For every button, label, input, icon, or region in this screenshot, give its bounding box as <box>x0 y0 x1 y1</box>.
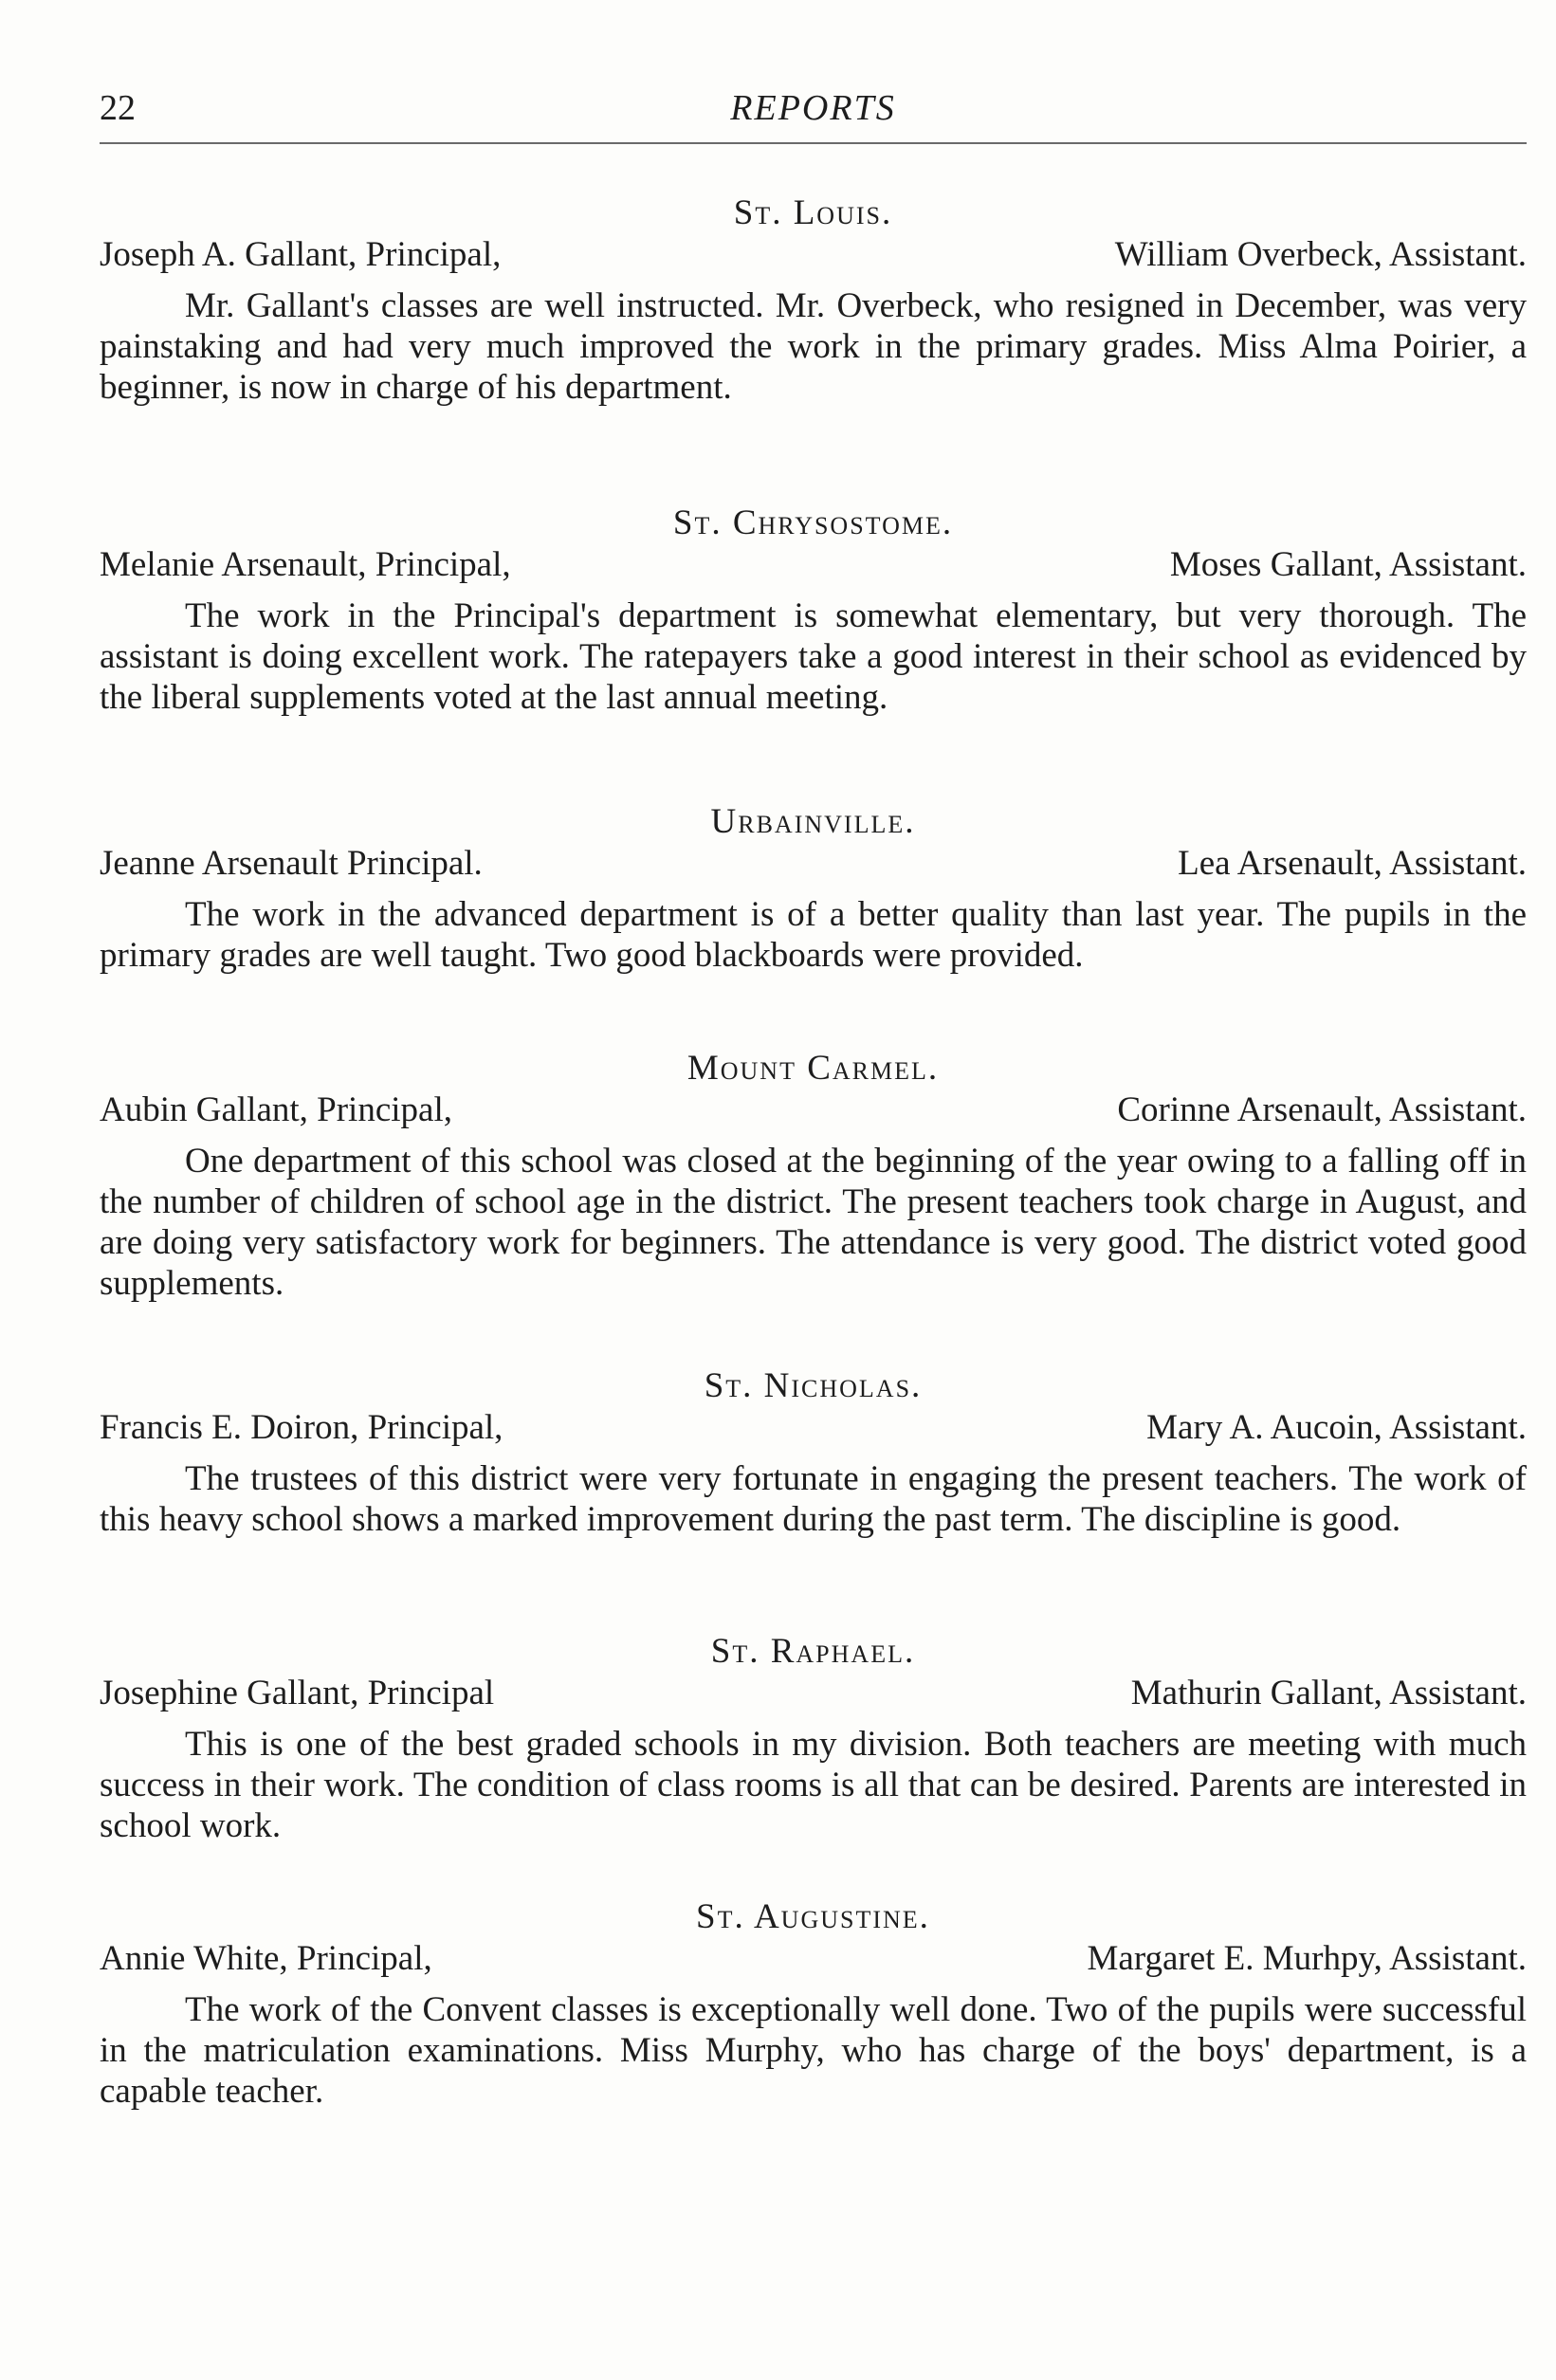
school-name: Mount Carmel. <box>686 1049 940 1088</box>
assistant-name: Mary A. Aucoin, Assistant. <box>1146 1408 1527 1447</box>
school-name: St. Louis. <box>733 193 893 232</box>
assistant-name: Moses Gallant, Assistant. <box>1169 545 1527 584</box>
report-paragraph: The work in the Principal's department is somewhat elementary, but very thorough. The assistant is doing excellent work. The ratepayers take a good interest in their school as evidenced by the liberal supplements voted at the last annual meeting. <box>100 596 1527 717</box>
staff-line <box>100 843 1527 885</box>
school-name: St. Nicholas. <box>704 1366 923 1405</box>
assistant-name: Lea Arsenault, Assistant. <box>1178 844 1527 883</box>
principal-name: Annie White, Principal, <box>100 1939 432 1978</box>
school-name: St. Chrysostome. <box>672 503 954 542</box>
school-section-urbainville <box>100 801 1527 976</box>
assistant-name: Margaret E. Murhpy, Assistant. <box>1087 1939 1527 1978</box>
report-paragraph: Mr. Gallant's classes are well instructed. Mr. Overbeck, who resigned in December, was very painstaking and had very much improved the work in the primary grades. Miss Alma Poirier, a beginner, is now in charge of his department. <box>100 286 1527 407</box>
report-paragraph: The trustees of this district were very fortunate in engaging the present teachers. The work of this heavy school shows a marked improvement during the past term. The discipline is good. <box>100 1459 1527 1539</box>
report-paragraph: The work of the Convent classes is exceptionally well done. Two of the pupils were successful in the matriculation examinations. Miss Murphy, who has charge of the boys' department, is a capable teacher. <box>100 1990 1527 2111</box>
principal-name: Josephine Gallant, Principal <box>100 1674 495 1712</box>
staff-line <box>100 1407 1527 1449</box>
school-section-mount-carmel <box>100 1048 1527 1304</box>
assistant-name: Mathurin Gallant, Assistant. <box>1130 1674 1527 1712</box>
staff-line <box>100 1673 1527 1714</box>
school-section-st-chrysostome <box>100 503 1527 718</box>
school-section-st-louis <box>100 192 1527 408</box>
school-section-st-augustine <box>100 1896 1527 2112</box>
principal-name: Jeanne Arsenault Principal. <box>100 844 483 883</box>
assistant-name: William Overbeck, Assistant. <box>1114 235 1527 274</box>
running-head: REPORTS <box>730 88 896 128</box>
page-number: 22 <box>100 88 136 128</box>
principal-name: Melanie Arsenault, Principal, <box>100 545 511 584</box>
staff-line <box>100 1089 1527 1131</box>
school-section-st-raphael <box>100 1631 1527 1846</box>
principal-name: Aubin Gallant, Principal, <box>100 1090 452 1129</box>
report-paragraph: This is one of the best graded schools in my division. Both teachers are meeting with much success in their work. The condition of class rooms is all that can be desired. Parents are interested in school work. <box>100 1725 1527 1845</box>
school-name: Urbainville. <box>710 802 916 841</box>
school-name: St. Raphael. <box>710 1632 916 1671</box>
staff-line <box>100 1938 1527 1980</box>
principal-name: Francis E. Doiron, Principal, <box>100 1408 503 1447</box>
assistant-name: Corinne Arsenault, Assistant. <box>1117 1090 1527 1129</box>
staff-line <box>100 234 1527 276</box>
principal-name: Joseph A. Gallant, Principal, <box>100 235 502 274</box>
school-name: St. Augustine. <box>696 1897 930 1936</box>
staff-line <box>100 544 1527 586</box>
page-header <box>100 87 1527 148</box>
school-section-st-nicholas <box>100 1365 1527 1540</box>
header-rule <box>100 142 1527 144</box>
report-paragraph: The work in the advanced department is of a better quality than last year. The pupils in the primary grades are well taught. Two good blackboards were provided. <box>100 895 1527 975</box>
report-paragraph: One department of this school was closed at the beginning of the year owing to a falling off in the number of children of school age in the district. The present teachers took charge in August, and are doing very satisfactory work for beginners. The attendance is very good. The district voted good supplements. <box>100 1142 1527 1303</box>
